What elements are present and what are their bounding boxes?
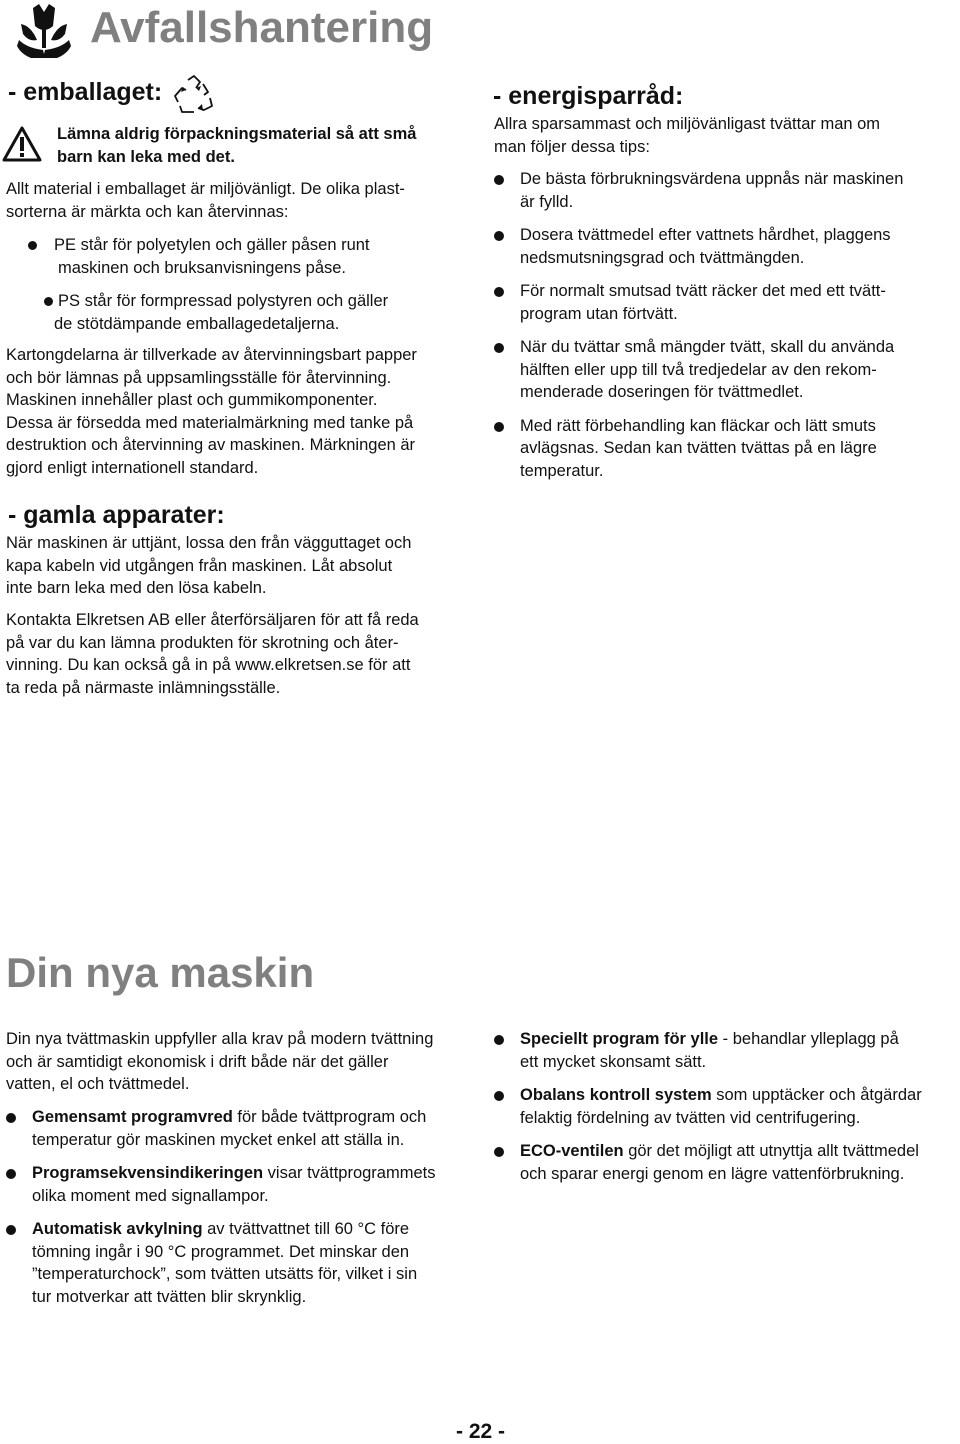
text-line: Kontakta Elkretsen AB eller återförsäljaren för att få reda — [6, 611, 419, 629]
bullet-icon — [494, 422, 504, 432]
text-line: och sparar energi genom en lägre vattenförbrukning. — [520, 1164, 905, 1183]
feature-text: av tvättvattnet till 60 °C före — [202, 1220, 410, 1238]
text-line — [520, 1028, 958, 1051]
gamla-para2 — [6, 609, 481, 699]
text-line: felaktig fördelning av tvätten vid centrifugering. — [520, 1108, 861, 1127]
list-item — [494, 336, 954, 404]
text-line: Dosera tvättmedel efter vattnets hårdhet, plaggens — [520, 226, 891, 244]
text-line: Allt material i emballaget är miljövänligt. De olika plast- — [6, 180, 405, 198]
text-line: menderade doseringen för tvättmedlet. — [520, 383, 804, 401]
bullet-icon — [494, 175, 504, 185]
feature-name: Automatisk avkylning — [32, 1220, 203, 1238]
text-line: på var du kan lämna produkten för skrotning och åter- — [6, 633, 399, 652]
page-number: - 22 - — [456, 1420, 506, 1443]
text-line — [520, 1140, 958, 1163]
din-left-bullets — [6, 1106, 481, 1308]
text-line: hälften eller upp till två tredjedelar av den rekom- — [520, 360, 877, 379]
list-item — [6, 1162, 481, 1207]
text-line: gjord enligt internationell standard. — [6, 458, 259, 477]
text-line: ”temperaturchock”, som tvätten utsätts för, vilket i sin — [32, 1265, 418, 1283]
text-line: De bästa förbrukningsvärdena uppnås när maskinen — [520, 170, 904, 188]
bullet-icon — [28, 241, 37, 250]
warning-text — [57, 123, 477, 168]
text-line: För normalt smutsad tvätt räcker det med ett tvätt- — [520, 282, 886, 300]
emballage-heading-row — [8, 80, 162, 105]
text-line: Maskinen innehåller plast och gummikomponenter. — [6, 391, 378, 409]
text-line: program utan förtvätt. — [520, 304, 678, 323]
din-intro — [6, 1028, 481, 1096]
text-line: är fylld. — [520, 192, 574, 211]
page-title: Avfallshantering — [90, 3, 434, 52]
text-line: tur motverkar att tvätten blir skrynklig. — [32, 1287, 307, 1306]
bullet-icon — [494, 287, 504, 297]
text-line: PE står för polyetylen och gäller påsen runt — [54, 236, 370, 254]
list-item — [6, 1218, 481, 1308]
text-line: vatten, el och tvättmedel. — [6, 1075, 190, 1093]
text-line: PS står för formpressad polystyren och gäller — [58, 292, 389, 310]
energi-heading: - energisparråd: — [493, 82, 684, 110]
text-line: tömning ingår i 90 °C programmet. Det minskar den — [32, 1242, 410, 1261]
text-line: ett mycket skonsamt sätt. — [520, 1052, 707, 1071]
emballage-para — [6, 344, 481, 479]
text-line: kapa kabeln vid utgången från maskinen. Låt absolut — [6, 556, 393, 575]
energi-intro — [494, 113, 954, 158]
feature-text: gör det möjligt att utnyttja allt tvättmedel — [623, 1142, 919, 1160]
text-line: nedsmutsningsgrad och tvättmängden. — [520, 248, 805, 267]
emballage-intro — [6, 178, 476, 223]
environment-hand-plant-icon — [15, 2, 73, 60]
bullet-icon — [6, 1225, 16, 1235]
warning-line: barn kan leka med det. — [57, 147, 235, 166]
text-line: Kartongdelarna är tillverkade av återvinningsbart papper — [6, 346, 417, 364]
text-line: inte barn leka med den lösa kabeln. — [6, 579, 267, 597]
bullet-icon — [494, 231, 504, 241]
text-line: vinning. Du kan också gå in på www.elkretsen.se för att — [6, 656, 411, 674]
feature-text: som upptäcker och åtgärdar — [711, 1086, 922, 1104]
list-item — [494, 224, 954, 269]
feature-name: ECO-ventilen — [520, 1142, 624, 1160]
text-line: temperatur. — [520, 461, 604, 480]
text-line: När du tvättar små mängder tvätt, skall du använda — [520, 338, 895, 356]
text-line: sorterna är märkta och kan återvinnas: — [6, 202, 289, 221]
text-line: Allra sparsammast och miljövänligast tvättar man om — [494, 115, 881, 133]
bullet-icon — [494, 1147, 504, 1157]
text-line: maskinen och bruksanvisningens påse. — [58, 258, 347, 277]
text-line — [32, 1162, 481, 1185]
text-line: avlägsnas. Sedan kan tvätten tvättas på en lägre — [520, 439, 877, 457]
text-line: de stötdämpande emballagedetaljerna. — [54, 314, 340, 333]
section-title: Din nya maskin — [6, 949, 315, 996]
text-line: temperatur gör maskinen mycket enkel att ställa in. — [32, 1130, 405, 1149]
feature-name: Gemensamt programvred — [32, 1108, 233, 1126]
warning-triangle-icon — [2, 126, 42, 162]
energi-bullets — [494, 168, 954, 482]
feature-name: Programsekvensindikeringen — [32, 1164, 264, 1182]
text-line: olika moment med signallampor. — [32, 1186, 269, 1205]
bullet-icon — [6, 1113, 16, 1123]
emballage-bullets — [28, 234, 478, 335]
warning-line: Lämna aldrig förpackningsmaterial så att små — [57, 125, 417, 143]
bullet-icon — [44, 297, 53, 306]
gamla-para1 — [6, 532, 481, 600]
list-item — [494, 1028, 958, 1073]
feature-text: - behandlar ylleplagg på — [718, 1030, 899, 1048]
emballage-heading: - emballaget: — [8, 78, 163, 106]
text-line — [520, 1084, 958, 1107]
text-line: och är samtidigt ekonomisk i drift både när det gäller — [6, 1052, 389, 1071]
bullet-icon — [6, 1169, 16, 1179]
bullet-icon — [494, 1091, 504, 1101]
text-line: Med rätt förbehandling kan fläckar och lätt smuts — [520, 416, 876, 435]
feature-name: Speciellt program för ylle — [520, 1030, 719, 1048]
text-line: Dessa är försedda med materialmärkning med tanke på — [6, 413, 414, 432]
bullet-icon — [494, 1035, 504, 1045]
bullet-icon — [494, 343, 504, 353]
recycle-icon — [172, 74, 216, 116]
list-item — [494, 168, 954, 213]
text-line: och bör lämnas på uppsamlingsställe för återvinning. — [6, 368, 392, 387]
list-item — [494, 1084, 958, 1129]
list-item — [28, 290, 478, 335]
text-line — [32, 1106, 481, 1129]
feature-text: för både tvättprogram och — [232, 1108, 427, 1126]
text-line: Din nya tvättmaskin uppfyller alla krav på modern tvättning — [6, 1030, 434, 1048]
text-line — [32, 1218, 481, 1241]
text-line: ta reda på närmaste inlämningsställe. — [6, 678, 281, 697]
list-item — [28, 234, 478, 279]
text-line: man följer dessa tips: — [494, 137, 650, 156]
list-item — [494, 415, 954, 483]
text-line: destruktion och återvinning av maskinen. Märkningen är — [6, 436, 416, 454]
gamla-heading: - gamla apparater: — [8, 501, 225, 529]
list-item — [494, 280, 954, 325]
feature-text: visar tvättprogrammets — [263, 1164, 436, 1182]
feature-name: Obalans kontroll system — [520, 1086, 712, 1104]
text-line: När maskinen är uttjänt, lossa den från vägguttaget och — [6, 534, 412, 552]
list-item — [494, 1140, 958, 1185]
list-item — [6, 1106, 481, 1151]
din-right-bullets — [494, 1028, 958, 1185]
